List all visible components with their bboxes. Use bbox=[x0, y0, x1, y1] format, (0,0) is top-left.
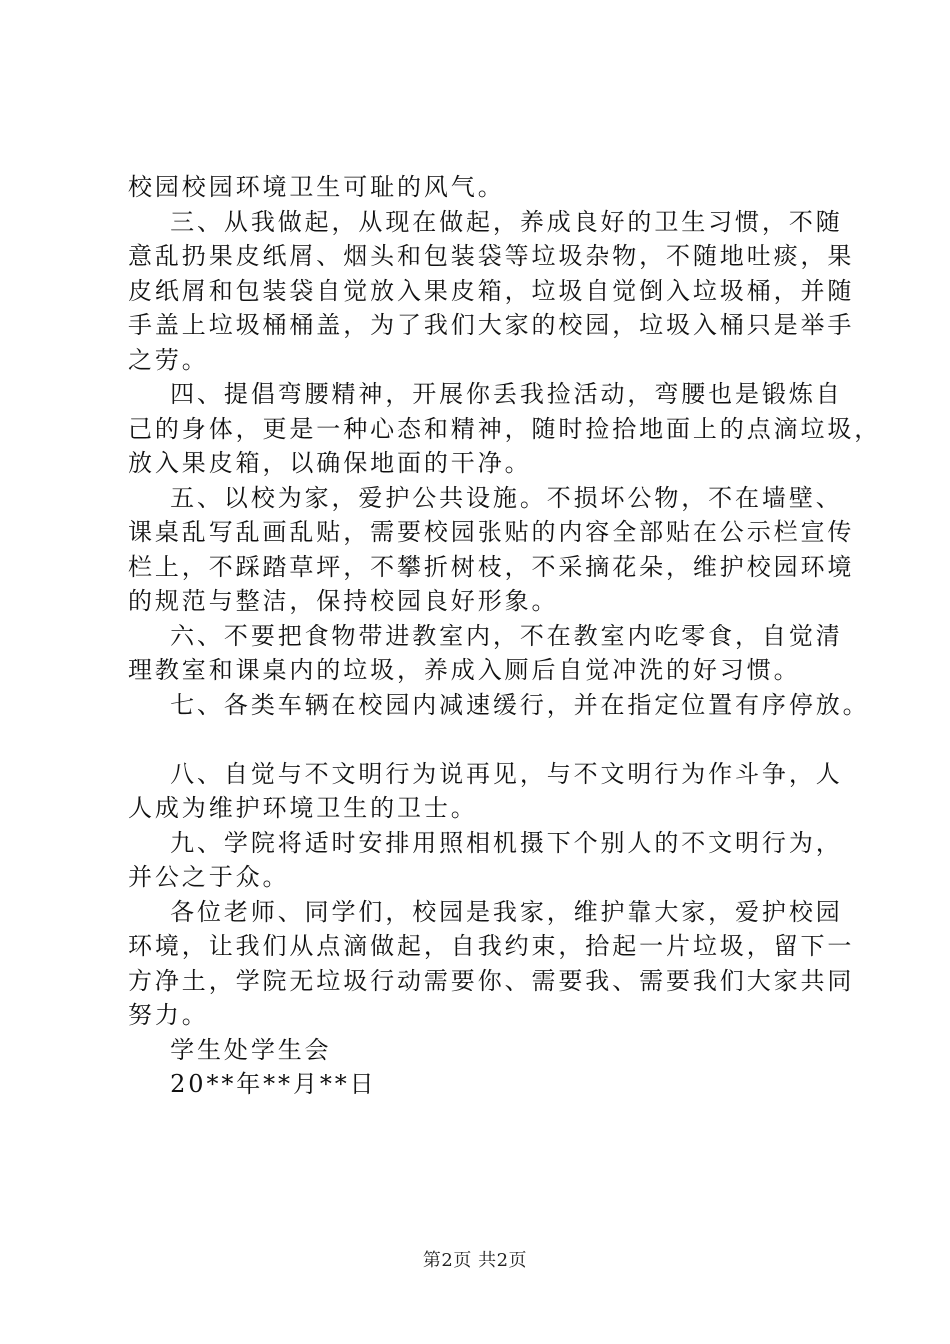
text-line: 意乱扔果皮纸屑、烟头和包装袋等垃圾杂物，不随地吐痰，果 bbox=[128, 242, 855, 270]
text-line: 三、从我做起，从现在做起，养成良好的卫生习惯，不随 bbox=[128, 207, 843, 236]
text-line: 栏上，不踩踏草坪，不攀折树枝，不采摘花朵，维护校园环境 bbox=[128, 552, 855, 581]
text-line: 努力。 bbox=[128, 1001, 209, 1029]
page-footer: 第2页 共2页 bbox=[422, 1250, 528, 1271]
text-line: 五、以校为家，爱护公共设施。不损坏公物，不在墙壁、 bbox=[128, 483, 843, 512]
text-line: 皮纸屑和包装袋自觉放入果皮箱，垃圾自觉倒入垃圾桶，并随 bbox=[128, 276, 855, 305]
text-line: 放入果皮箱，以确保地面的干净。 bbox=[128, 449, 532, 477]
text-line: 之劳。 bbox=[128, 345, 209, 374]
text-line: 理教室和课桌内的垃圾，养成入厕后自觉冲洗的好习惯。 bbox=[128, 656, 801, 684]
text-line: 九、学院将适时安排用照相机摄下个别人的不文明行为， bbox=[128, 828, 843, 857]
text-line: 人成为维护环境卫生的卫士。 bbox=[128, 794, 478, 822]
text-line: 各位老师、同学们，校园是我家，维护靠大家，爱护校园 bbox=[128, 897, 843, 926]
text-line: 四、提倡弯腰精神，开展你丢我捡活动，弯腰也是锻炼自 bbox=[128, 380, 843, 408]
date-line: 20**年**月**日 bbox=[128, 1070, 377, 1098]
text-line: 六、不要把食物带进教室内，不在教室内吃零食，自觉清 bbox=[128, 621, 843, 650]
text-line: 方净土，学院无垃圾行动需要你、需要我、需要我们大家共同 bbox=[128, 966, 855, 995]
text-line: 己的身体，更是一种心态和精神，随时捡拾地面上的点滴垃圾， bbox=[128, 414, 882, 443]
text-line: 手盖上垃圾桶桶盖，为了我们大家的校园，垃圾入桶只是举手 bbox=[128, 311, 855, 339]
text-line: 环境，让我们从点滴做起，自我约束，拾起一片垃圾，留下一 bbox=[128, 932, 855, 960]
text-line: 校园校园环境卫生可耻的风气。 bbox=[128, 173, 505, 201]
blank-line bbox=[128, 722, 834, 757]
text-line: 并公之于众。 bbox=[128, 863, 290, 891]
text-line: 的规范与整洁，保持校园良好形象。 bbox=[128, 587, 559, 615]
text-line: 八、自觉与不文明行为说再见，与不文明行为作斗争，人 bbox=[128, 759, 843, 788]
text-line: 课桌乱写乱画乱贴，需要校园张贴的内容全部贴在公示栏宣传 bbox=[128, 518, 855, 546]
text-line: 七、各类车辆在校园内减速缓行，并在指定位置有序停放。 bbox=[128, 690, 870, 719]
signature-line: 学生处学生会 bbox=[128, 1035, 332, 1064]
document-body bbox=[128, 170, 882, 1102]
